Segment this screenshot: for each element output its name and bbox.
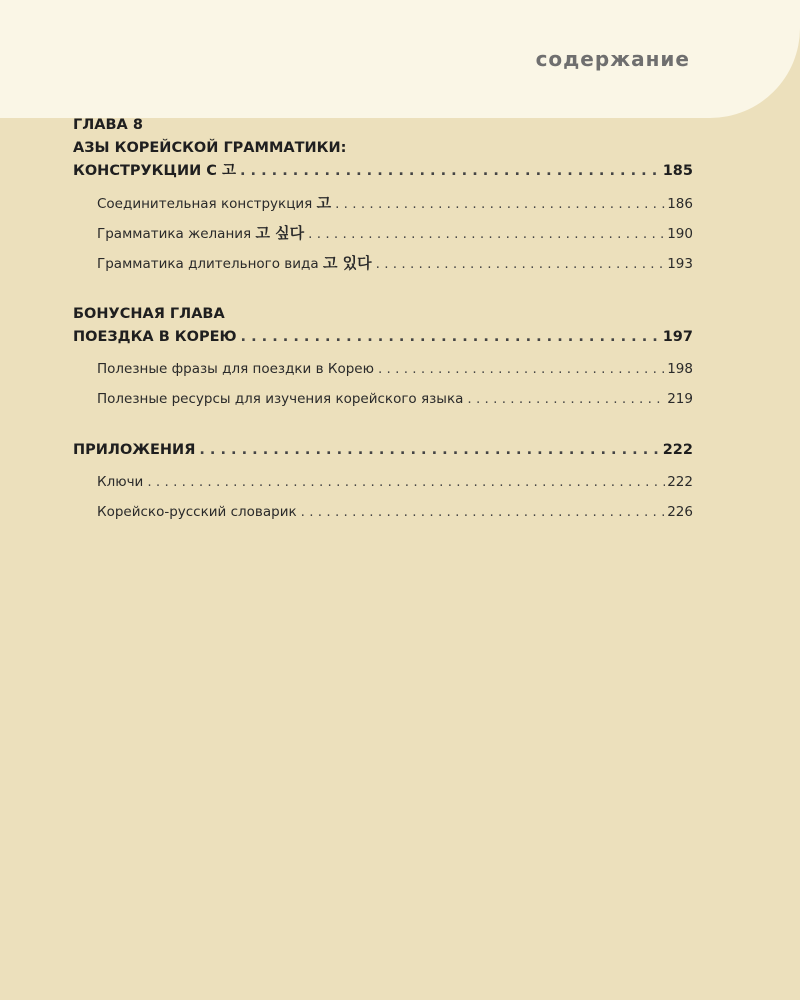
toc-section-chapter-8 [73, 114, 693, 273]
toc-page-number: 185 [662, 163, 693, 179]
dot-leader [335, 194, 665, 213]
toc-page-number: 193 [667, 256, 693, 272]
toc-main-entry[interactable] [73, 439, 693, 462]
toc-entry-label: КОНСТРУКЦИИ С 고 [73, 163, 236, 179]
dot-leader [308, 224, 665, 243]
chapter-heading-line: ГЛАВА 8 [73, 117, 143, 133]
toc-main-entry[interactable] [73, 326, 693, 349]
toc-sub-entry[interactable] [73, 253, 693, 273]
dot-leader [241, 326, 661, 349]
toc-page-number: 186 [667, 196, 693, 212]
toc-page-number: 219 [667, 391, 693, 407]
korean-text: 고 싶다 [255, 224, 305, 242]
korean-text: 고 [316, 194, 332, 212]
toc-section-appendix [73, 439, 693, 522]
toc-page-number: 226 [667, 504, 693, 520]
toc-sub-entry[interactable] [73, 193, 693, 213]
chapter-heading-line: АЗЫ КОРЕЙСКОЙ ГРАММАТИКИ: [73, 140, 347, 156]
toc-page-number: 222 [667, 474, 693, 490]
toc-entry-label: Ключи [97, 474, 144, 490]
toc-page-number: 222 [662, 442, 693, 458]
toc-entry-label: ПРИЛОЖЕНИЯ [73, 442, 196, 458]
toc-entry-label: ПОЕЗДКА В КОРЕЮ [73, 329, 237, 345]
toc-sub-entry[interactable] [73, 502, 693, 522]
page-title: содержание [535, 47, 690, 71]
dot-leader [376, 254, 666, 273]
toc-entry-label: Грамматика желания 고 싶다 [97, 224, 305, 242]
toc-page-number: 197 [662, 329, 693, 345]
toc-sub-entry[interactable] [73, 223, 693, 243]
toc-page-number: 198 [667, 361, 693, 377]
toc-entry-label: Полезные фразы для поездки в Корею [97, 361, 374, 377]
toc-entry-label: Соединительная конструкция 고 [97, 194, 332, 212]
dot-leader [301, 502, 666, 522]
toc-sub-entry[interactable] [73, 359, 693, 379]
toc-entry-label: Полезные ресурсы для изучения корейского языка [97, 391, 464, 407]
table-of-contents [73, 114, 693, 522]
dot-leader [147, 472, 665, 492]
toc-sub-entry[interactable] [73, 389, 693, 409]
toc-section-bonus [73, 303, 693, 409]
dot-leader [378, 359, 665, 379]
chapter-heading-line: БОНУСНАЯ ГЛАВА [73, 306, 225, 322]
toc-sub-entry[interactable] [73, 472, 693, 492]
toc-entry-label: Грамматика длительного вида 고 있다 [97, 254, 372, 272]
toc-entry-label: Корейско-русский словарик [97, 504, 297, 520]
toc-page-number: 190 [667, 226, 693, 242]
korean-text: 고 [221, 163, 236, 179]
dot-leader [240, 160, 661, 183]
toc-main-entry[interactable] [73, 160, 693, 183]
dot-leader [467, 389, 665, 409]
dot-leader [199, 439, 660, 462]
korean-text: 고 있다 [322, 254, 372, 272]
